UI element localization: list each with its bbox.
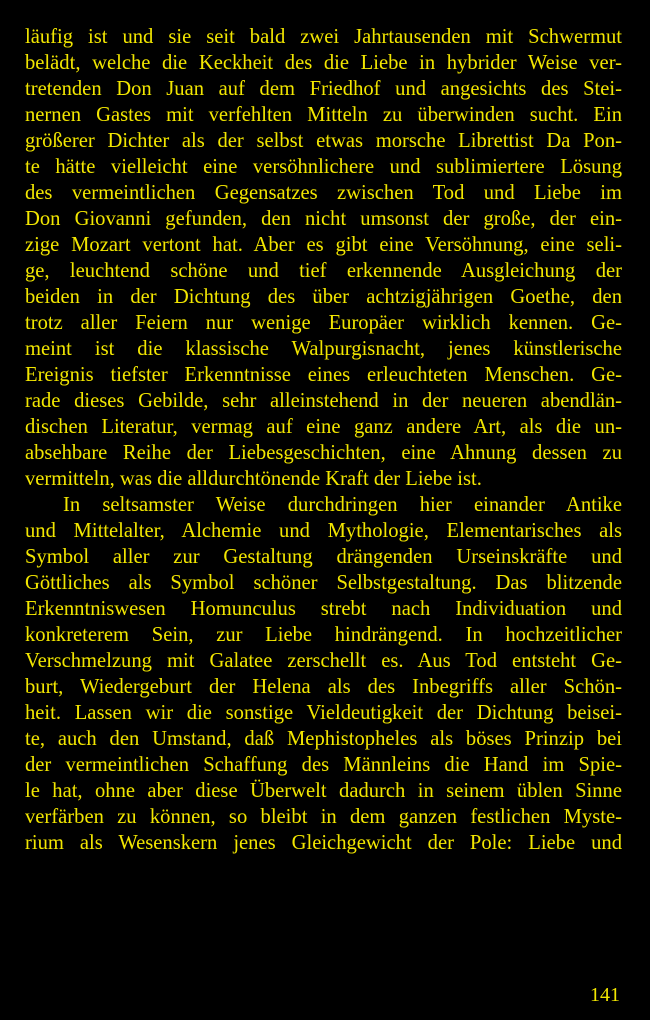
text-line: der vermeintlichen Schaffung des Männleins die Hand im Spie- [25, 754, 622, 776]
text-line: zige Mozart vertont hat. Aber es gibt eine Versöhnung, eine seli- [25, 234, 622, 256]
text-line: burt, Wiedergeburt der Helena als des Inbegriffs aller Schön- [25, 676, 622, 698]
text-line: rade dieses Gebilde, sehr alleinstehend in der neueren abendlän- [25, 390, 622, 412]
text-line: tretenden Don Juan auf dem Friedhof und angesichts des Stei- [25, 78, 622, 100]
text-line: dischen Literatur, vermag auf eine ganz andere Art, als die un- [25, 416, 622, 438]
text-line: läufig ist und sie seit bald zwei Jahrtausenden mit Schwermut [25, 26, 622, 48]
text-line: absehbare Reihe der Liebesgeschichten, eine Ahnung dessen zu [25, 442, 622, 464]
text-line: te hätte vielleicht eine versöhnlichere und sublimiertere Lösung [25, 156, 622, 178]
body-text [25, 24, 622, 856]
text-line: beiden in der Dichtung des über achtzigjährigen Goethe, den [25, 286, 622, 308]
text-line: des vermeintlichen Gegensatzes zwischen Tod und Liebe im [25, 182, 622, 204]
text-line: Symbol aller zur Gestaltung drängenden Urseinskräfte und [25, 546, 622, 568]
text-line: Don Giovanni gefunden, den nicht umsonst der große, der ein- [25, 208, 622, 230]
text-line: meint ist die klassische Walpurgisnacht, jenes künstlerische [25, 338, 622, 360]
text-line: te, auch den Umstand, daß Mephistopheles als böses Prinzip bei [25, 728, 622, 750]
text-line: Göttliches als Symbol schöner Selbstgestaltung. Das blitzende [25, 572, 622, 594]
paragraph-start-line: In seltsamster Weise durchdringen hier einander Antike [63, 494, 622, 516]
text-line: rium als Wesenskern jenes Gleichgewicht der Pole: Liebe und [25, 832, 622, 854]
text-line: Verschmelzung mit Galatee zerschellt es. Aus Tod entsteht Ge- [25, 650, 622, 672]
text-line: nernen Gastes mit verfehlten Mitteln zu überwinden sucht. Ein [25, 104, 622, 126]
text-line: ge, leuchtend schöne und tief erkennende Ausgleichung der [25, 260, 622, 282]
text-line: le hat, ohne aber diese Überwelt dadurch in seinem üblen Sinne [25, 780, 622, 802]
text-line: belädt, welche die Keckheit des die Liebe in hybrider Weise ver- [25, 52, 622, 74]
text-line: trotz aller Feiern nur wenige Europäer wirklich kennen. Ge- [25, 312, 622, 334]
text-line: größerer Dichter als der selbst etwas morsche Librettist Da Pon- [25, 130, 622, 152]
text-line: konkreterem Sein, zur Liebe hindrängend. In hochzeitlicher [25, 624, 622, 646]
text-line: verfärben zu können, so bleibt in dem ganzen festlichen Myste- [25, 806, 622, 828]
paragraph-end-line: vermitteln, was die alldurchtönende Kraft der Liebe ist. [25, 468, 482, 490]
page-number: 141 [590, 984, 620, 1006]
text-line: und Mittelalter, Alchemie und Mythologie, Elementarisches als [25, 520, 622, 542]
text-line: Ereignis tiefster Erkenntnisse eines erleuchteten Menschen. Ge- [25, 364, 622, 386]
text-line: heit. Lassen wir die sonstige Vieldeutigkeit der Dichtung beisei- [25, 702, 622, 724]
text-line: Erkenntniswesen Homunculus strebt nach Individuation und [25, 598, 622, 620]
